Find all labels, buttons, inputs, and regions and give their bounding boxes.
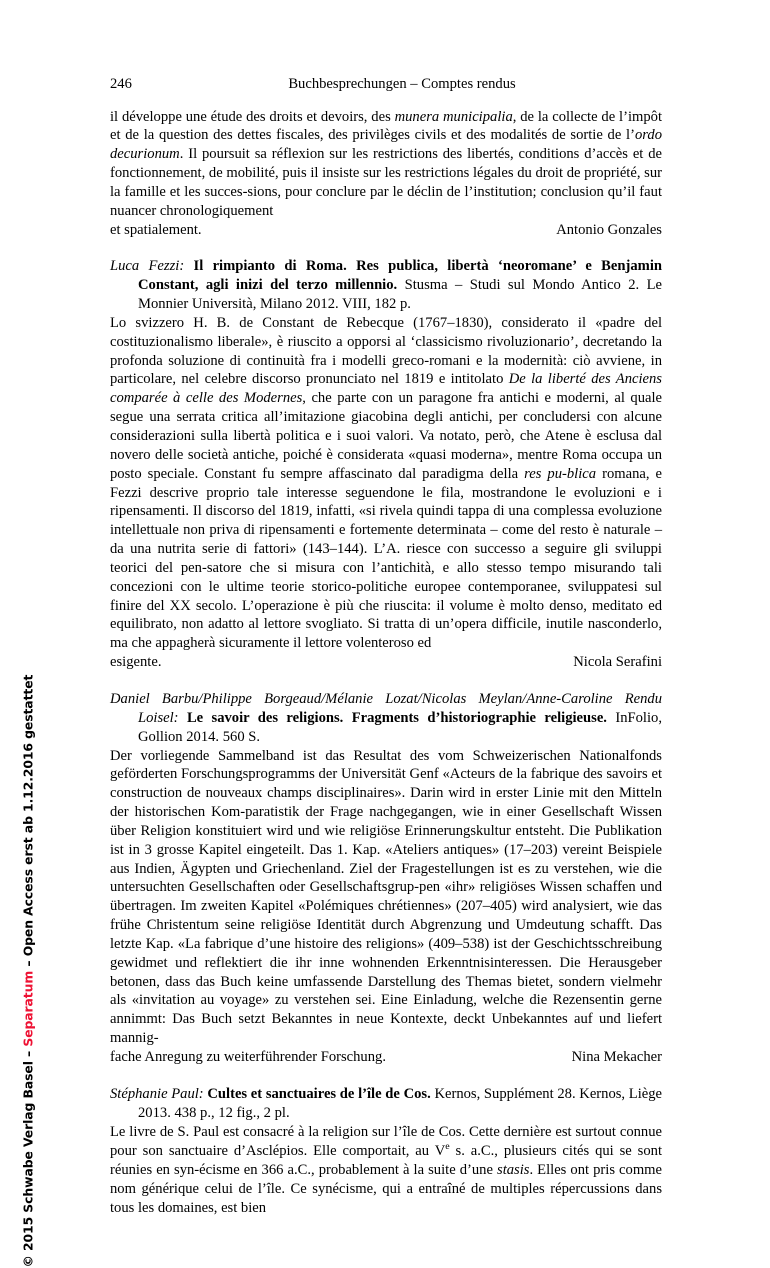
review-fezzi [110,257,662,672]
review-headnote [110,690,662,747]
review-last-line [110,221,662,240]
running-head [110,76,662,94]
review-last-line [110,653,662,672]
running-title: Buchbesprechungen – Comptes rendus [288,76,516,92]
review-body-text: Lo svizzero H. B. de Constant de Rebecque (1767–1830), considerato il «padre del costituzionalismo liberale», è riuscito a opporsi al ‘classicismo rivoluzionario’, decretando la profonda soluzione di continuità fra i modelli greco-romani e la modernità: ciò avviene, in particolare, nel celebre discorso pronunciato nel 1819 e intitolato De la liberté des Anciens comparée à celle des Modernes, che parte con un paragone fra antichi e moderni, al quale segue una serrata critica all’imitazione giacobina degli antichi, per concludersi con alcune considerazioni sulla libertà politica e i suoi valori. Va notato, però, che Atene è esclusa dal novero delle società antiche, poiché è considerata «quasi moderna», mentre Roma occupa un posto speciale. Constant fu sempre affascinato dal paradigma della res pu-blica romana, e Fezzi descrive proprio tale interesse seguendone le fila, mostrandone le evoluzioni e i ripensamenti. Il discorso del 1819, infatti, «si rivela quindi tappa di una complessa evoluzione intellettuale non priva di ripensamenti e fortemente determinata – come del resto è naturale – da una nutrita serie di fattori» (143–144). L’A. riesce con successo a seguire gli sviluppi teorici del pen-satore che si misura con l’antichità, e allo stesso tempo misurando tali concezioni con le ultime teorie storico-politiche europee contemporanee, sviluppatesi sul finire del XX secolo. L’operazione è più che riuscita: il volume è molto denso, meditato ed equilibrato, non adatto al lettore svogliato. Si tratta di un’opera difficile, inutile nasconderlo, ma che appagherà sicuramente il lettore volenteroso ed [110,314,662,652]
separatum-label: Separatum [20,970,36,1047]
review-head-title: Cultes et sanctuaires de l’île de Cos. [207,1085,431,1102]
review-head-author: Stéphanie Paul: [110,1085,204,1102]
review-head-imprint: Stusma – Studi sul Mondo Antico 2. Le Monnier Università, Milano 2012. VIII, 182 p. [138,277,663,313]
copyright-suffix: – Open Access erst ab 1.12.2016 gestattet [20,674,36,971]
review-body-text: Le livre de S. Paul est consacré à la religion sur l’île de Cos. Cette dernière est surtout connue pour son sanctuaire d’Asclépios. Elle comportait, au Ve s. a.C., plusieurs cités qui se sont réunies en syn-écisme en 366 a.C., probablement à la suite d’une stasis. Elles ont pris comme nom générique celui de l’île. Ce synécisme, qui a entraîné de multiples répercussions dans tous les domaines, est bien [110,1123,663,1216]
reviewer-signature: Nina Mekacher [571,1049,662,1065]
page-number: 246 [110,76,132,92]
review-barbu-borgeaud [110,690,662,1067]
review-body-tail: esigente. [110,654,162,671]
copyright-notice [21,268,36,1268]
review-head-author: Daniel Barbu/Philippe Borgeaud/Mélanie Lozat/Nicolas Meylan/Anne-Caroline Rendu Loisel: [110,690,662,726]
review-body-text: il développe une étude des droits et devoirs, des munera municipalia, de la collecte de l’impôt et de la question des dettes fiscales, des privilèges civils et des modalités de sortie de l’ordo decurionum. Il poursuit sa réflexion sur les restrictions des libertés, conditions d’accès et de fonctionnement, de mobilité, puis il insiste sur les restrictions légales du droit de propriété, sur la famille et les succes-sions, pour conclure par le déclin de l’institution; conclusion qu’il faut nuancer chronologiquement [110,108,663,219]
review-headnote [110,1085,662,1123]
review-gonzales-continued [110,108,662,240]
copyright-rail [0,0,96,1268]
review-head-title: Le savoir des religions. Fragments d’historiographie religieuse. [186,709,607,726]
review-headnote [110,257,662,314]
copyright-prefix: © 2015 Schwabe Verlag Basel – [20,1046,36,1268]
review-head-title: Il rimpianto di Roma. Res publica, libertà ‘neoromane’ e Benjamin Constant, agli inizi del terzo millennio. [138,258,662,294]
review-body-text: Der vorliegende Sammelband ist das Resultat des vom Schweizerischen Nationalfonds geförderten Forschungsprogramms der Universität Genf «Acteurs de la fabrique des savoirs et construction de nouveaux champs disciplinaires». Darin wird in erster Linie mit den Mitteln der historischen Kom-paratistik der Frage nachgegangen, wie in einer Gesellschaft Wissen über Religion konstituiert wird und wie religiöse Erinnerungskultur entsteht. Die Publikation ist in 3 grosse Kapitel eingeteilt. Das 1. Kap. «Ateliers antiques» (17–203) vereint Beispiele aus Indien, Ägypten und Griechenland. Ziel der Fragestellungen ist es zu verstehen, wie die untersuchten Gesellschaften oder Gesellschaftsgrup-pen «ihr» religiöses Wissen schaffen und übertragen. Im zweiten Kapitel «Polémiques chrétiennes» (207–405) wird analysiert, wie das frühe Christentum seine religiöse Identität durch Abgrenzung und Umdeutung schafft. Das letzte Kap. «La fabrique d’une histoire des religions» (409–538) ist der Geschichtsschreibung gewidmet und reflektiert die ihr inne wohnenden Erkenntnisinteressen. Die Herausgeber betonen, dass das Buch keine umfassende Darstellung des Themas bietet, sondern vielmehr als «invitation au voyage» zu verstehen sei. Eine Einladung, welche die Rezensentin gerne annimmt: Das Buch setzt Bekanntes in neue Kontexte, deckt Unbekanntes auf und liefert mannig- [110,747,662,1047]
review-head-imprint: Kernos, Supplément 28. Kernos, Liège 2013. 438 p., 12 fig., 2 pl. [138,1085,662,1121]
review-last-line [110,1048,662,1067]
review-head-imprint: InFolio, Gollion 2014. 560 S. [138,709,662,745]
review-head-author: Luca Fezzi: [110,258,185,275]
page-body [110,0,662,1218]
review-stephanie-paul [110,1085,662,1218]
reviewer-signature: Nicola Serafini [573,654,662,671]
review-body-tail: et spatialement. [110,221,202,238]
review-body-tail: fache Anregung zu weiterführender Forschung. [110,1049,386,1065]
reviewer-signature: Antonio Gonzales [556,221,662,238]
